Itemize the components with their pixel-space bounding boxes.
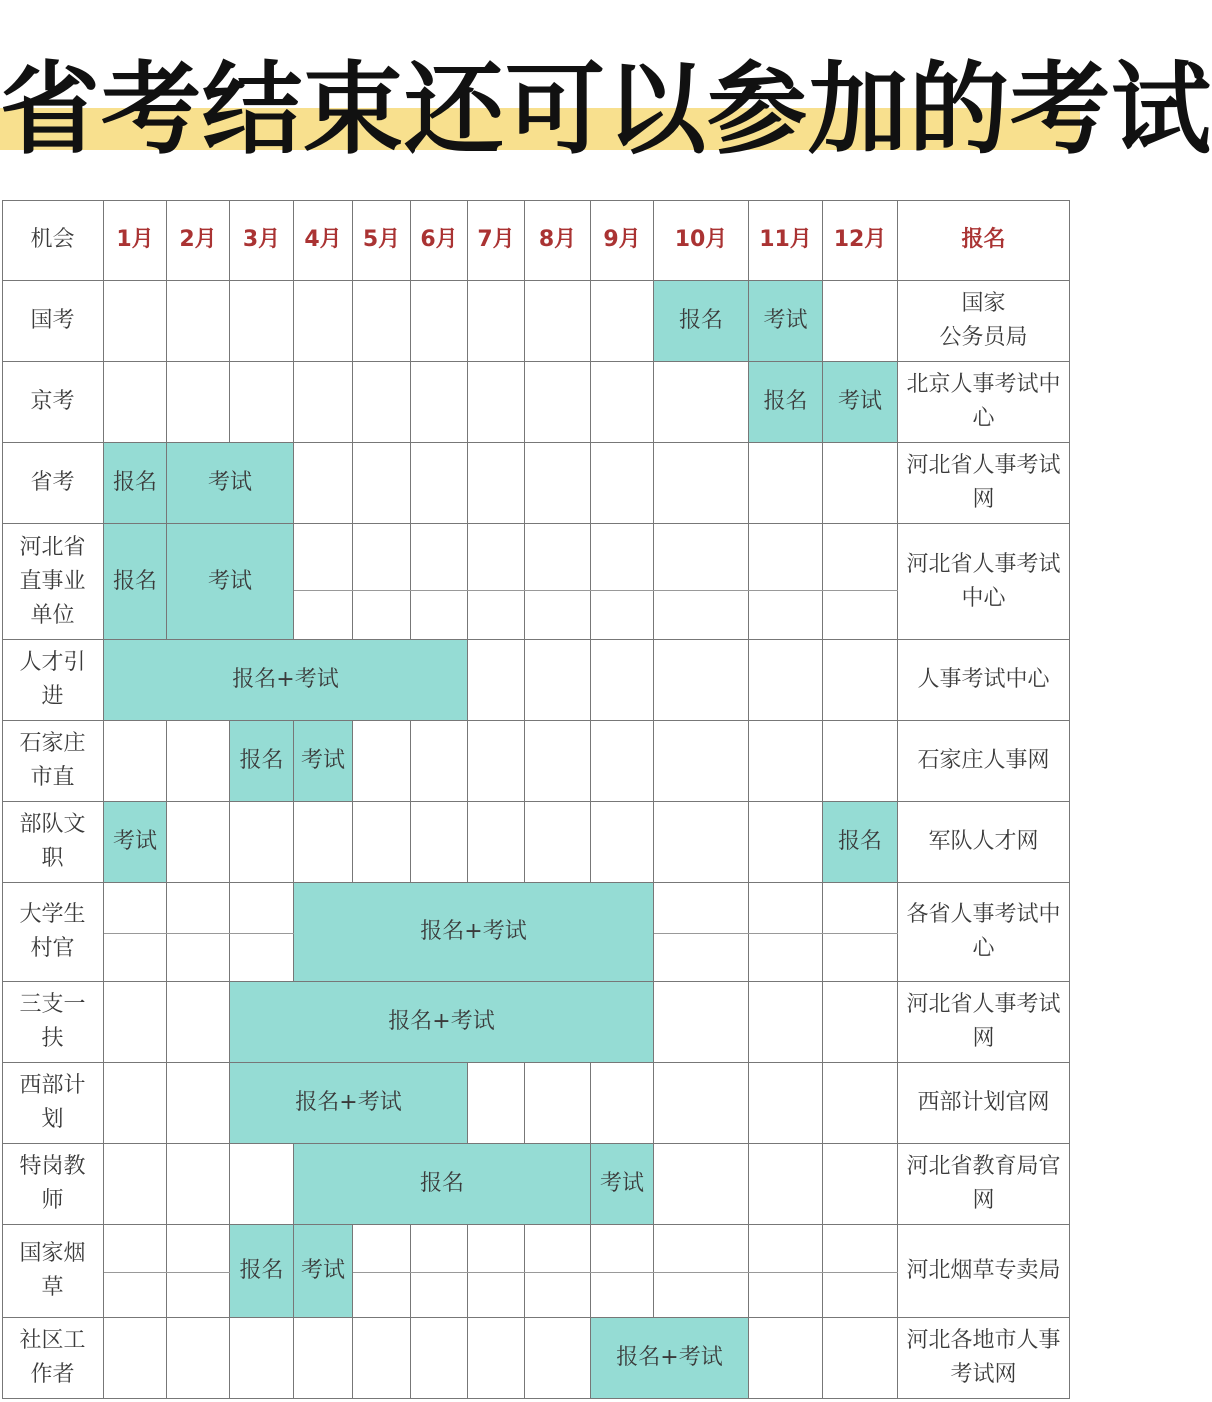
empty-cell: [525, 524, 591, 640]
row-registration: 河北省教育局官网: [898, 1144, 1070, 1225]
cell-divider: [104, 1272, 167, 1273]
empty-cell: [749, 982, 823, 1063]
empty-cell: [749, 524, 823, 640]
cell-divider: [823, 590, 898, 591]
empty-cell: [230, 362, 294, 443]
empty-cell: [749, 1144, 823, 1225]
empty-cell: [104, 721, 167, 802]
empty-cell: [167, 281, 230, 362]
empty-cell: [525, 1063, 591, 1144]
header-month-2: 2月: [167, 200, 230, 281]
empty-cell: [294, 362, 353, 443]
empty-cell: [823, 281, 898, 362]
row-label: 京考: [2, 362, 104, 443]
row-registration: 河北省人事考试网: [898, 982, 1070, 1063]
schedule-bar: 报名: [104, 524, 167, 640]
empty-cell: [591, 721, 654, 802]
empty-cell: [411, 802, 468, 883]
row-registration: 军队人才网: [898, 802, 1070, 883]
empty-cell: [167, 1318, 230, 1399]
row-label: 人才引进: [2, 640, 104, 721]
row-registration: 石家庄人事网: [898, 721, 1070, 802]
row-label: 省考: [2, 443, 104, 524]
empty-cell: [525, 1318, 591, 1399]
empty-cell: [823, 443, 898, 524]
row-label: 国家烟草: [2, 1225, 104, 1318]
row-label: 国考: [2, 281, 104, 362]
empty-cell: [230, 281, 294, 362]
empty-cell: [353, 362, 411, 443]
empty-cell: [823, 721, 898, 802]
schedule-bar: 报名+考试: [230, 1063, 468, 1144]
row-registration: 河北烟草专卖局: [898, 1225, 1070, 1318]
empty-cell: [230, 1144, 294, 1225]
empty-cell: [654, 524, 749, 640]
empty-cell: [591, 802, 654, 883]
header-month-5: 5月: [353, 200, 411, 281]
empty-cell: [167, 1063, 230, 1144]
empty-cell: [468, 362, 525, 443]
empty-cell: [353, 721, 411, 802]
cell-divider: [294, 590, 353, 591]
schedule-bar: 考试: [749, 281, 823, 362]
cell-divider: [353, 1272, 411, 1273]
empty-cell: [411, 721, 468, 802]
cell-divider: [104, 933, 167, 934]
row-registration: 人事考试中心: [898, 640, 1070, 721]
row-registration: 西部计划官网: [898, 1063, 1070, 1144]
row-label: 西部计划: [2, 1063, 104, 1144]
empty-cell: [411, 1318, 468, 1399]
header-month-6: 6月: [411, 200, 468, 281]
cell-divider: [353, 590, 411, 591]
empty-cell: [167, 721, 230, 802]
row-registration: 河北省人事考试网: [898, 443, 1070, 524]
empty-cell: [104, 362, 167, 443]
empty-cell: [749, 802, 823, 883]
empty-cell: [749, 721, 823, 802]
empty-cell: [823, 982, 898, 1063]
empty-cell: [294, 524, 353, 640]
header-month-12: 12月: [823, 200, 898, 281]
empty-cell: [591, 640, 654, 721]
empty-cell: [525, 802, 591, 883]
empty-cell: [411, 281, 468, 362]
empty-cell: [468, 1063, 525, 1144]
row-label: 特岗教师: [2, 1144, 104, 1225]
cell-divider: [749, 1272, 823, 1273]
cell-divider: [749, 590, 823, 591]
schedule-bar: 报名: [823, 802, 898, 883]
empty-cell: [468, 524, 525, 640]
empty-cell: [525, 721, 591, 802]
schedule-bar: 报名: [230, 1225, 294, 1318]
cell-divider: [654, 1272, 749, 1273]
header-month-10: 10月: [654, 200, 749, 281]
empty-cell: [230, 802, 294, 883]
empty-cell: [823, 524, 898, 640]
empty-cell: [654, 721, 749, 802]
schedule-bar: 报名+考试: [294, 883, 654, 982]
schedule-bar: 考试: [591, 1144, 654, 1225]
empty-cell: [104, 1318, 167, 1399]
empty-cell: [468, 802, 525, 883]
header-month-3: 3月: [230, 200, 294, 281]
schedule-bar: 报名+考试: [104, 640, 468, 721]
empty-cell: [294, 1318, 353, 1399]
cell-divider: [525, 1272, 591, 1273]
cell-divider: [749, 933, 823, 934]
cell-divider: [468, 1272, 525, 1273]
schedule-bar: 考试: [167, 524, 294, 640]
empty-cell: [525, 640, 591, 721]
empty-cell: [104, 982, 167, 1063]
header-opportunity: 机会: [2, 200, 104, 281]
empty-cell: [167, 802, 230, 883]
schedule-bar: 报名: [654, 281, 749, 362]
row-label: 社区工作者: [2, 1318, 104, 1399]
row-label: 部队文职: [2, 802, 104, 883]
empty-cell: [411, 362, 468, 443]
empty-cell: [167, 362, 230, 443]
cell-divider: [468, 590, 525, 591]
header-registration: 报名: [898, 200, 1070, 281]
empty-cell: [294, 443, 353, 524]
schedule-bar: 报名: [104, 443, 167, 524]
header-month-4: 4月: [294, 200, 353, 281]
empty-cell: [167, 1144, 230, 1225]
empty-cell: [294, 281, 353, 362]
header-month-1: 1月: [104, 200, 167, 281]
cell-divider: [411, 590, 468, 591]
schedule-bar: 报名: [749, 362, 823, 443]
schedule-bar: 考试: [823, 362, 898, 443]
row-label: 大学生村官: [2, 883, 104, 982]
schedule-bar: 考试: [104, 802, 167, 883]
empty-cell: [654, 640, 749, 721]
empty-cell: [749, 443, 823, 524]
row-registration: 国家 公务员局: [898, 281, 1070, 362]
empty-cell: [591, 281, 654, 362]
empty-cell: [654, 1063, 749, 1144]
empty-cell: [823, 1063, 898, 1144]
header-month-11: 11月: [749, 200, 823, 281]
empty-cell: [353, 524, 411, 640]
cell-divider: [591, 1272, 654, 1273]
empty-cell: [294, 802, 353, 883]
empty-cell: [104, 1063, 167, 1144]
cell-divider: [654, 590, 749, 591]
empty-cell: [104, 1144, 167, 1225]
schedule-bar: 考试: [167, 443, 294, 524]
empty-cell: [823, 1144, 898, 1225]
cell-divider: [167, 1272, 230, 1273]
empty-cell: [591, 524, 654, 640]
row-registration: 北京人事考试中心: [898, 362, 1070, 443]
schedule-bar: 报名: [230, 721, 294, 802]
empty-cell: [104, 281, 167, 362]
row-registration: 各省人事考试中心: [898, 883, 1070, 982]
row-label: 河北省直事业单位: [2, 524, 104, 640]
cell-divider: [167, 933, 230, 934]
empty-cell: [525, 281, 591, 362]
empty-cell: [654, 982, 749, 1063]
empty-cell: [353, 1318, 411, 1399]
empty-cell: [353, 281, 411, 362]
schedule-bar: 报名: [294, 1144, 591, 1225]
cell-divider: [591, 590, 654, 591]
header-month-9: 9月: [591, 200, 654, 281]
empty-cell: [654, 802, 749, 883]
empty-cell: [525, 362, 591, 443]
empty-cell: [411, 443, 468, 524]
empty-cell: [654, 443, 749, 524]
empty-cell: [525, 443, 591, 524]
schedule-bar: 报名+考试: [591, 1318, 749, 1399]
schedule-bar: 考试: [294, 721, 353, 802]
cell-divider: [823, 933, 898, 934]
cell-divider: [823, 1272, 898, 1273]
empty-cell: [654, 1144, 749, 1225]
empty-cell: [468, 721, 525, 802]
empty-cell: [468, 443, 525, 524]
empty-cell: [591, 362, 654, 443]
header-month-7: 7月: [468, 200, 525, 281]
cell-divider: [230, 933, 294, 934]
empty-cell: [353, 443, 411, 524]
empty-cell: [411, 524, 468, 640]
row-registration: 河北各地市人事考试网: [898, 1318, 1070, 1399]
empty-cell: [468, 640, 525, 721]
cell-divider: [525, 590, 591, 591]
row-label: 石家庄市直: [2, 721, 104, 802]
empty-cell: [823, 1318, 898, 1399]
cell-divider: [654, 933, 749, 934]
page-title: 省考结束还可以参加的考试: [0, 51, 1212, 168]
empty-cell: [468, 1318, 525, 1399]
empty-cell: [591, 1063, 654, 1144]
empty-cell: [591, 443, 654, 524]
row-label: 三支一扶: [2, 982, 104, 1063]
empty-cell: [749, 640, 823, 721]
empty-cell: [654, 362, 749, 443]
empty-cell: [167, 982, 230, 1063]
header-month-8: 8月: [525, 200, 591, 281]
schedule-bar: 报名+考试: [230, 982, 654, 1063]
empty-cell: [749, 1318, 823, 1399]
empty-cell: [468, 281, 525, 362]
empty-cell: [230, 1318, 294, 1399]
schedule-bar: 考试: [294, 1225, 353, 1318]
row-registration: 河北省人事考试中心: [898, 524, 1070, 640]
empty-cell: [749, 1063, 823, 1144]
empty-cell: [353, 802, 411, 883]
cell-divider: [411, 1272, 468, 1273]
empty-cell: [823, 640, 898, 721]
